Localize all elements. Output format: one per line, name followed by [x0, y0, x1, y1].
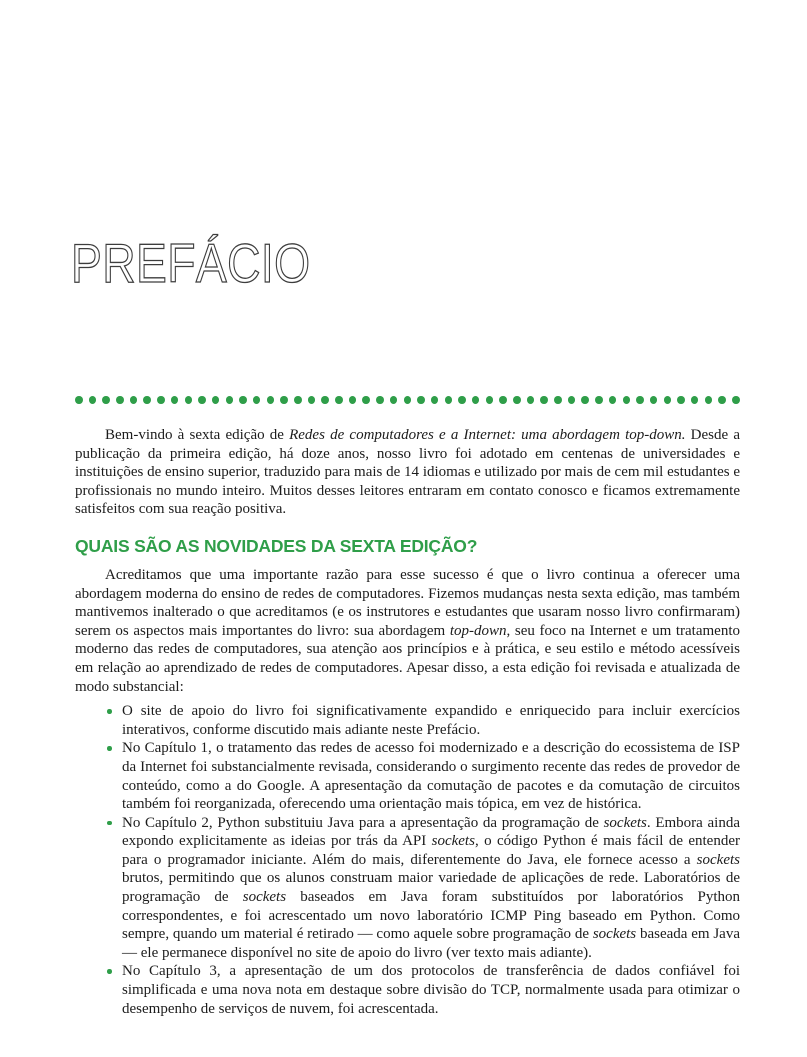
section-lead-paragraph [75, 566, 740, 696]
divider-dot [527, 396, 535, 404]
text-run: No Capítulo 3, a apresentação de um dos protocolos de transferência de dados confiável foi simplificada e uma nova nota em destaque sobre divisão do TCP, normalmente usada para otimizar o desempenho de serviços de nuvem, foi acrescentada. [122, 963, 740, 1017]
divider-dot [650, 396, 658, 404]
divider-dot [143, 396, 151, 404]
divider-dot [636, 396, 644, 404]
text-run: brutos, permitindo que os alunos construam maior variedade de aplicações de rede. Laboratórios de programação de [122, 870, 740, 906]
divider-dot [130, 396, 138, 404]
book-page [71, 0, 741, 1018]
italic-text: sockets [242, 889, 287, 906]
italic-text: sockets [696, 851, 740, 868]
text-run: O site de apoio do livro foi significativamente expandido e enriquecido para incluir exercícios interativos, conforme discutido mais adiante neste Prefácio. [122, 703, 740, 738]
divider-dot [321, 396, 329, 404]
divider-dot [239, 396, 247, 404]
divider-dot [417, 396, 425, 404]
divider-dot [362, 396, 370, 404]
divider-dot [267, 396, 275, 404]
divider-dot [472, 396, 480, 404]
divider-dot [89, 396, 97, 404]
divider-dot [157, 396, 165, 404]
italic-text: sockets [431, 833, 475, 850]
divider-dot [499, 396, 507, 404]
divider-dot [308, 396, 316, 404]
divider-dot [171, 396, 179, 404]
list-item [122, 962, 740, 1018]
text-run: Acreditamos que uma importante razão para esse sucesso é que o livro continua a oferecer uma abordagem moderna do ensino de redes de computadores. Fizemos mudanças nesta sexta edição, mas também mantivemos inalterado o que acreditamos (e os instrutores e estudantes que usaram nosso livro confirmaram) serem os aspectos mais importantes do livro: sua abordagem [75, 566, 740, 639]
divider-dot [185, 396, 193, 404]
divider-dot [705, 396, 713, 404]
intro-paragraph [75, 426, 740, 519]
divider-dot [595, 396, 603, 404]
list-item [122, 739, 740, 813]
divider-dot [390, 396, 398, 404]
section-heading: QUAIS SÃO AS NOVIDADES DA SEXTA EDIÇÃO? [75, 535, 478, 556]
italic-text: top-down [449, 622, 507, 639]
divider-dot [404, 396, 412, 404]
list-item [122, 702, 740, 739]
text-run: No Capítulo 1, o tratamento das redes de acesso foi modernizado e a descrição do ecossistema de ISP da Internet foi substancialmente revisada, considerando o surgimento recente das redes de provedor de conteúdo, como a do Google. A apresentação da comutação de pacotes e da comutação de circuitos também foi reorganizada, oferecendo uma orientação mais tópica, em vez de histórica. [122, 740, 740, 813]
divider-dot [226, 396, 234, 404]
text-run: Desde a publicação da primeira edição, há doze anos, nosso livro foi adotado em centenas de universidades e instituições de ensino superior, traduzido para mais de 14 idiomas e utilizado por mais de cem mil estudantes e profissionais no mundo inteiro. Muitos desses leitores entraram em contato conosco e ficamos extremamente satisfeitos com sua reação positiva. [75, 427, 740, 518]
divider-dot [445, 396, 453, 404]
divider-dot [581, 396, 589, 404]
divider-dot [349, 396, 357, 404]
divider-dot [486, 396, 494, 404]
divider-dot [664, 396, 672, 404]
divider-dot [718, 396, 726, 404]
text-run: No Capítulo 2, Python substituiu Java para a apresentação da programação de [122, 814, 604, 831]
divider-dot [677, 396, 685, 404]
divider-dot [431, 396, 439, 404]
divider-dot [116, 396, 124, 404]
divider-dot [75, 396, 83, 404]
divider-dot [732, 396, 740, 404]
dotted-divider [75, 396, 740, 404]
text-run: , seu foco na Internet e um tratamento moderno das redes de computadores, sua atenção aos princípios e à prática, e seu estilo e método acessíveis em relação ao aprendizado de redes de computadores. Apesar disso, a esta edição foi revisada e atualizada de modo substancial: [75, 622, 740, 695]
divider-dot [376, 396, 384, 404]
italic-text: Redes de computadores e a Internet: uma abordagem top-down. [289, 427, 686, 443]
divider-dot [294, 396, 302, 404]
divider-dot [212, 396, 220, 404]
divider-dot [253, 396, 261, 404]
text-run: . Embora ainda expondo explicitamente as ideias por trás da API [122, 814, 741, 850]
text-run: baseada em Java — ele permanece disponível no site de apoio do livro (ver texto mais adiante). [122, 926, 740, 961]
list-item [122, 814, 740, 963]
changes-list [75, 702, 740, 1018]
divider-dot [458, 396, 466, 404]
divider-dot [280, 396, 288, 404]
text-run: , o código Python é mais fácil de entender para o programador iniciante. Além do mais, diferentemente do Java, ele fornece acesso a [122, 833, 740, 868]
divider-dot [335, 396, 343, 404]
divider-dot [513, 396, 521, 404]
divider-dot [691, 396, 699, 404]
divider-dot [554, 396, 562, 404]
italic-text: sockets [603, 814, 647, 831]
divider-dot [623, 396, 631, 404]
italic-text: sockets [592, 926, 637, 943]
text-run: Bem-vindo à sexta edição de [105, 427, 290, 443]
page-title: PREFÁCIO [71, 232, 311, 294]
text-run: baseados em Java foram substituídos por laboratórios Python correspondentes, e foi acrescentado um novo laboratório ICMP Ping baseado em Python. Como sempre, quando um material é retirado — como aquele sobre programação de [122, 889, 740, 943]
divider-dot [102, 396, 110, 404]
divider-dot [198, 396, 206, 404]
divider-dot [609, 396, 617, 404]
divider-dot [540, 396, 548, 404]
divider-dot [568, 396, 576, 404]
